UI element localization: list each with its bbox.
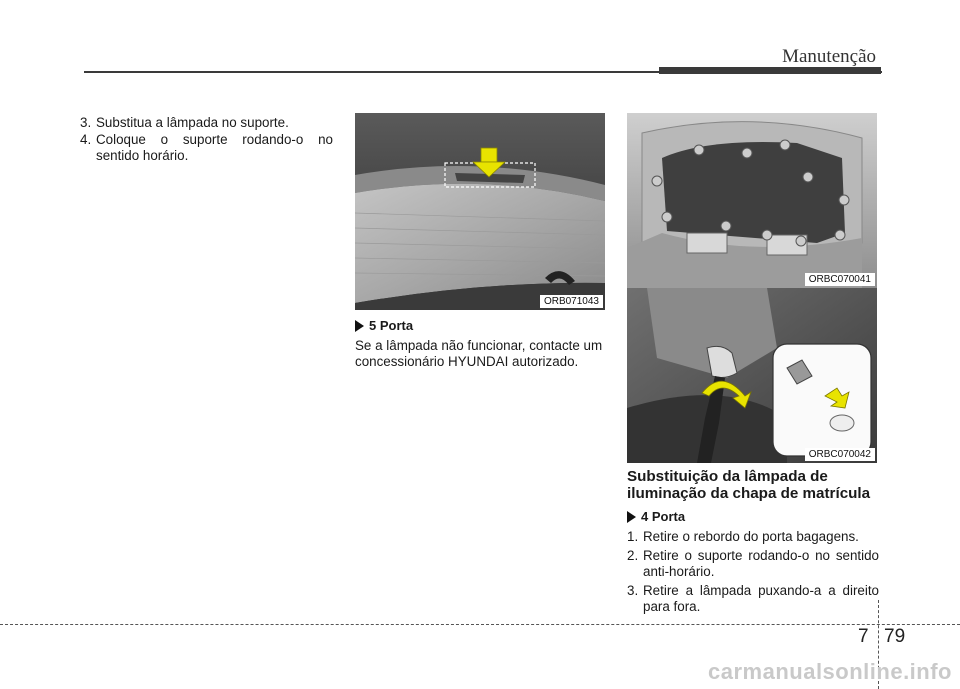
step-number: 4.: [80, 132, 92, 147]
step-text: Coloque o suporte rodando-o no sentido horário.: [96, 132, 333, 163]
header-rule-accent: [659, 67, 881, 74]
step-item: [627, 583, 879, 615]
variant-text: 4 Porta: [641, 509, 686, 524]
chapter-number: 7: [858, 626, 869, 647]
trunk-lid-illustration: [627, 113, 877, 288]
figure-code: ORBC070042: [805, 448, 875, 461]
triangle-right-icon: [355, 320, 364, 332]
variant-label: [355, 318, 605, 334]
right-column: [627, 468, 879, 615]
step-text: Retire o suporte rodando-o no sentido anti-horário.: [643, 548, 879, 579]
step-text: Substitua a lâmpada no suporte.: [96, 115, 289, 130]
rear-window-illustration: [355, 113, 605, 310]
left-column: [80, 115, 333, 164]
section-heading: Substituição da lâmpada de iluminação da chapa de matrícula: [627, 468, 871, 502]
step-item: [627, 548, 879, 580]
page-number: 79: [884, 626, 906, 647]
step-item: [80, 115, 333, 131]
variant-label: [627, 509, 879, 525]
footer-rule: [0, 624, 960, 625]
paragraph: Se a lâmpada não funcionar, contacte um concessionário HYUNDAI autorizado.: [355, 338, 603, 369]
figure-code: ORB071043: [540, 295, 603, 308]
figure-code: ORBC070041: [805, 273, 875, 286]
watermark: carmanualsonline.info: [708, 659, 952, 684]
step-number: 1.: [627, 529, 639, 544]
step-text: Retire o rebordo do porta bagagens.: [643, 529, 859, 544]
step-number: 3.: [80, 115, 92, 130]
step-text: Retire a lâmpada puxando-a a direito para fora.: [643, 583, 879, 614]
figure-bulb-socket: [627, 288, 877, 463]
step-item: [627, 529, 879, 545]
step-number: 3.: [627, 583, 639, 598]
triangle-right-icon: [627, 511, 636, 523]
figure-trunk-lid: [627, 113, 877, 288]
figure-rear-window: [355, 113, 605, 310]
middle-column: [355, 318, 605, 370]
section-title: Manutenção: [782, 46, 876, 67]
variant-text: 5 Porta: [369, 318, 414, 333]
bulb-socket-illustration: [627, 288, 877, 463]
step-item: [80, 132, 333, 164]
step-number: 2.: [627, 548, 639, 563]
